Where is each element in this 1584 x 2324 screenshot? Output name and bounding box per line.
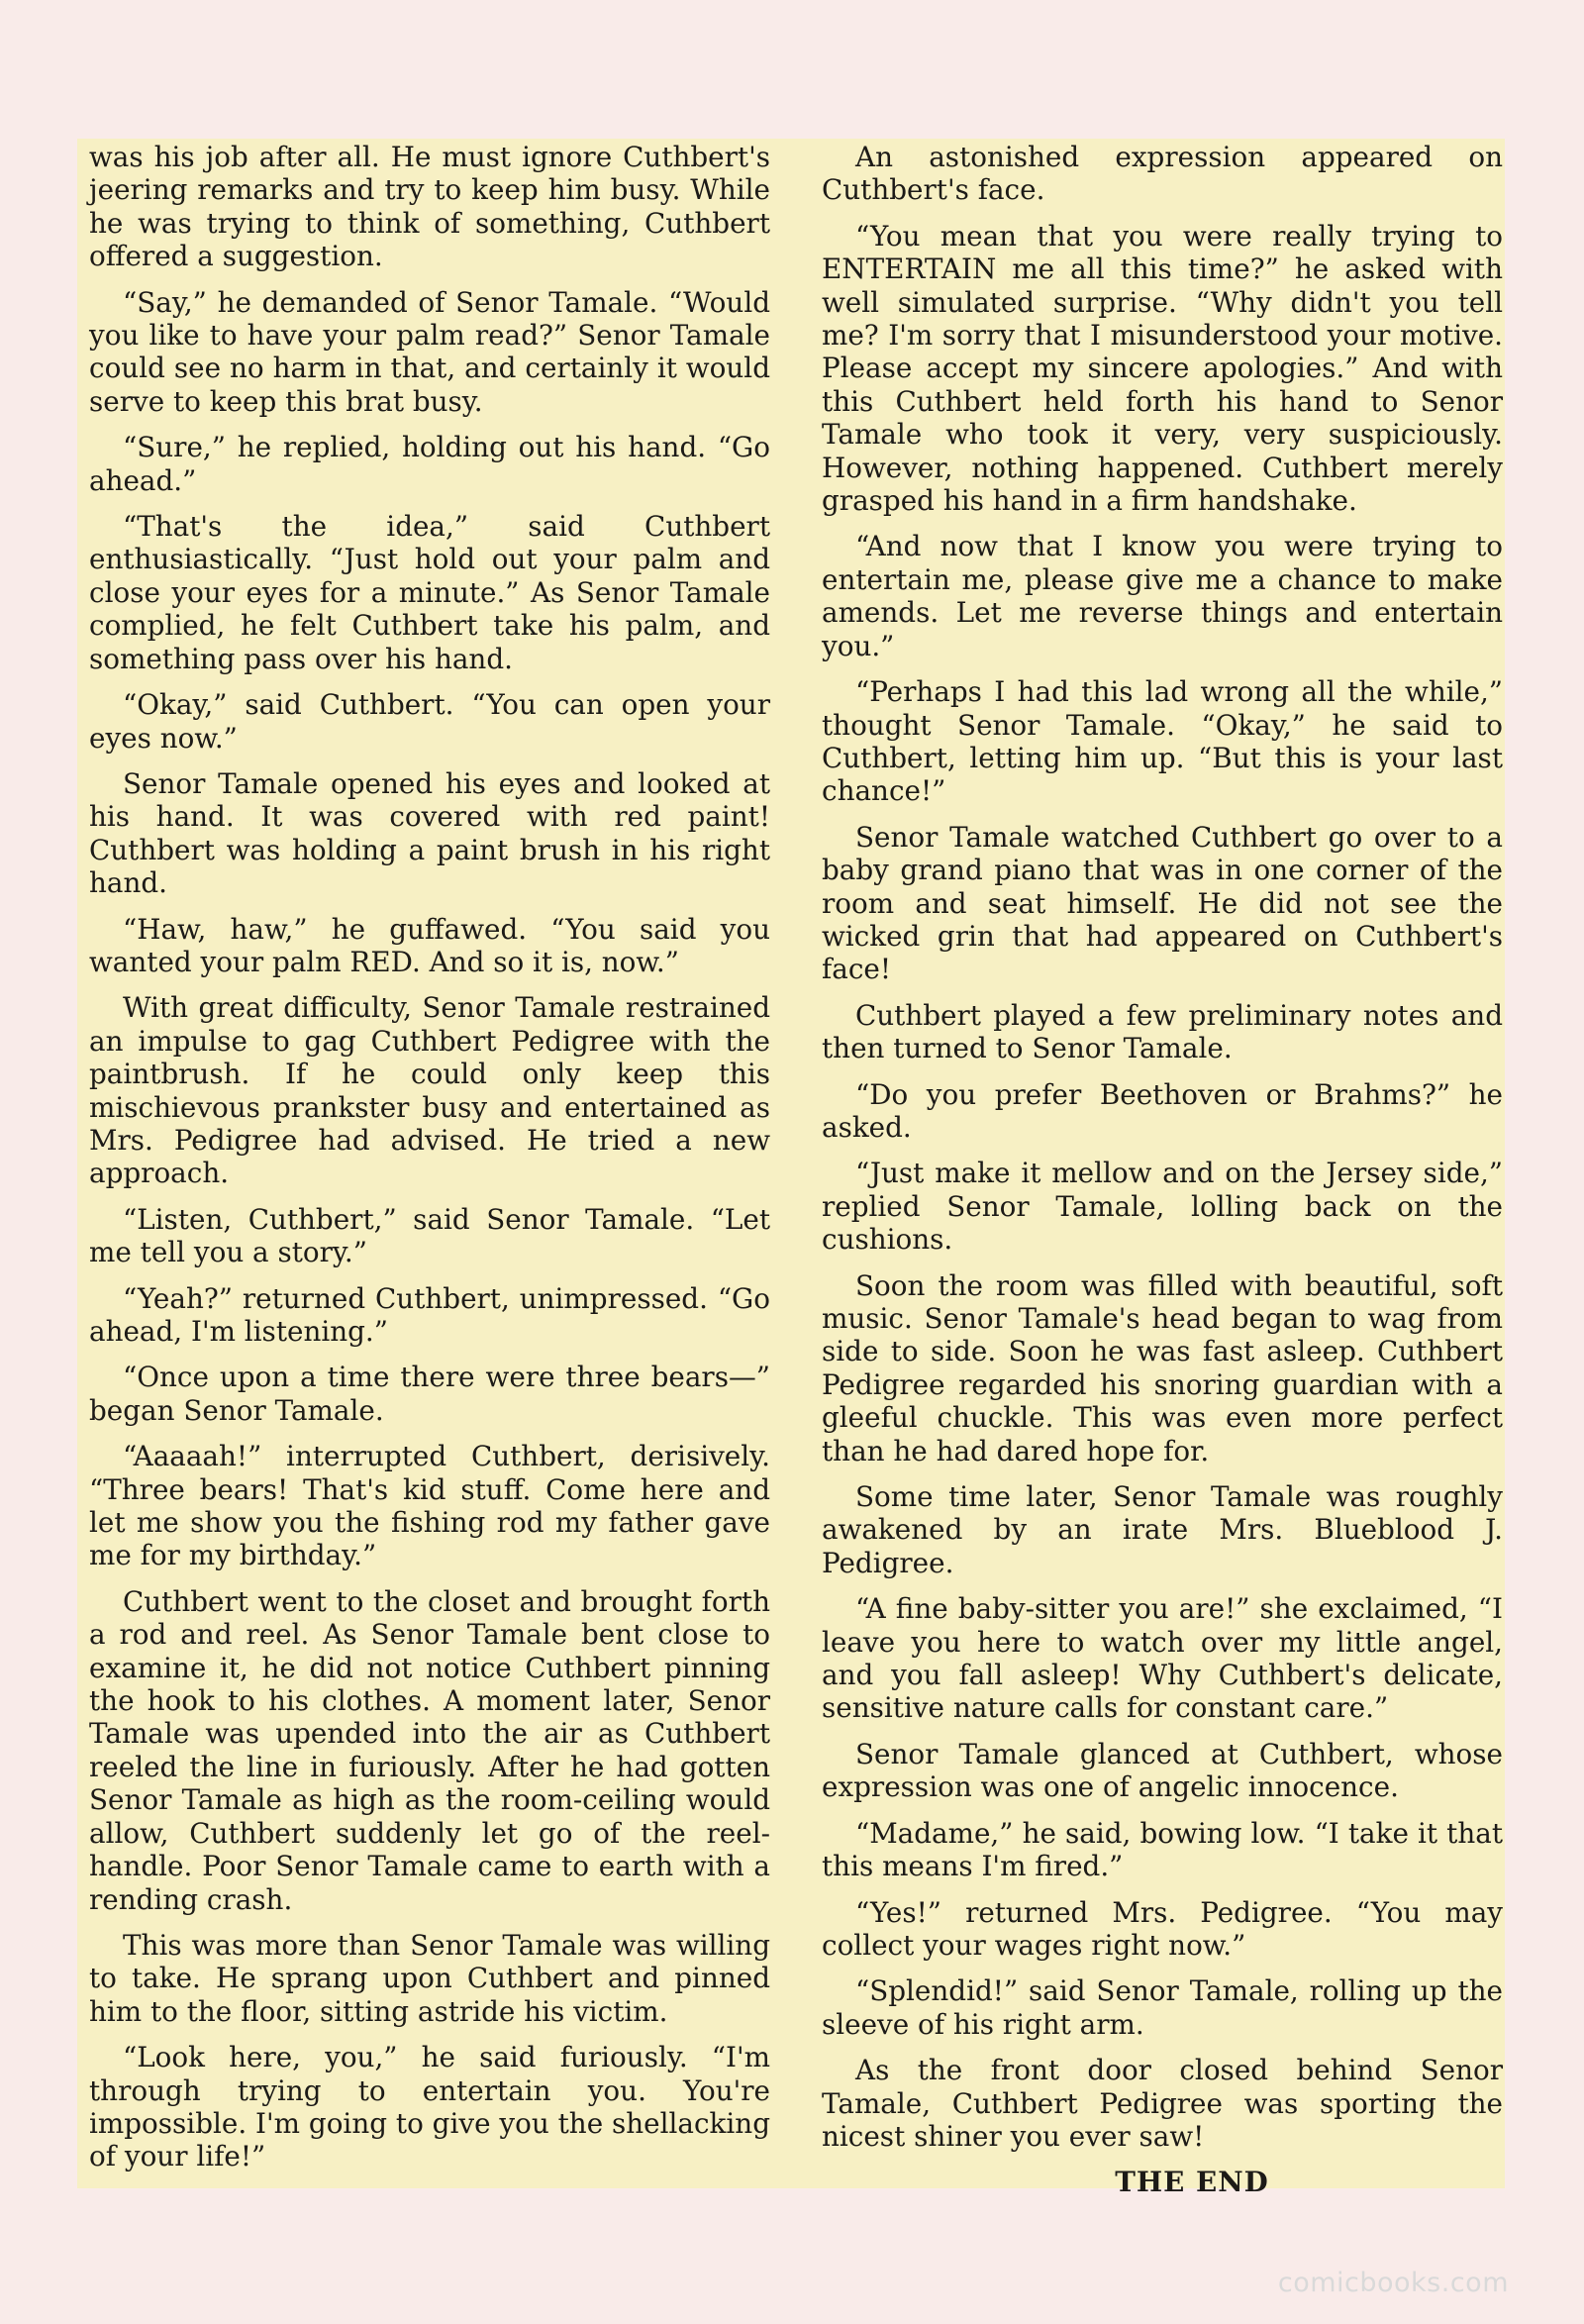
the-end-heading: THE END [1115, 2166, 1269, 2199]
paragraph: “A fine baby-sitter you are!” she exclaimed, “I leave you here to watch over my little angel, and you fall asleep! Why Cuthbert's delicate, sensitive nature calls for constant care.” [822, 1592, 1503, 1725]
paragraph: “Say,” he demanded of Senor Tamale. “Would you like to have your palm read?” Senor Tamale could see no harm in that, and certainly it would serve to keep this brat busy. [89, 285, 770, 418]
left-column [89, 141, 770, 2186]
paragraph: Soon the room was filled with beautiful, soft music. Senor Tamale's head began to wag from side to side. Soon he was fast asleep. Cuthbert Pedigree regarded his snoring guardian with a gleeful chuckle. This was even more perfect than he had dared hope for. [822, 1268, 1503, 1467]
paragraph: “That's the idea,” said Cuthbert enthusiastically. “Just hold out your palm and close your eyes for a minute.” As Senor Tamale complied, he felt Cuthbert take his palm, and something pass over his hand. [89, 510, 770, 675]
paragraph: “Madame,” he said, bowing low. “I take it that this means I'm fired.” [822, 1816, 1503, 1883]
paragraph: “Listen, Cuthbert,” said Senor Tamale. “Let me tell you a story.” [89, 1202, 770, 1269]
paragraph: “Haw, haw,” he guffawed. “You said you wanted your palm RED. And so it is, now.” [89, 912, 770, 978]
paragraph: Senor Tamale watched Cuthbert go over to a baby grand piano that was in one corner of the room and seat himself. He did not see the wicked grin that had appeared on Cuthbert's face! [822, 820, 1503, 986]
paragraph: “Perhaps I had this lad wrong all the while,” thought Senor Tamale. “Okay,” he said to Cuthbert, letting him up. “But this is your last chance!” [822, 675, 1503, 808]
paragraph: “Yes!” returned Mrs. Pedigree. “You may collect your wages right now.” [822, 1895, 1503, 1962]
paragraph: An astonished expression appeared on Cuthbert's face. [822, 141, 1503, 207]
paragraph: “Okay,” said Cuthbert. “You can open your eyes now.” [89, 688, 770, 755]
paragraph: “Just make it mellow and on the Jersey side,” replied Senor Tamale, lolling back on the cushions. [822, 1157, 1503, 1257]
paragraph: Some time later, Senor Tamale was roughly awakened by an irate Mrs. Blueblood J. Pedigree. [822, 1480, 1503, 1579]
paragraph: As the front door closed behind Senor Tamale, Cuthbert Pedigree was sporting the nicest shiner you ever saw! [822, 2054, 1503, 2153]
paragraph: was his job after all. He must ignore Cuthbert's jeering remarks and try to keep him busy. While he was trying to think of something, Cuthbert offered a suggestion. [89, 141, 770, 273]
paragraph: “Look here, you,” he said furiously. “I'm through trying to entertain you. You're impossible. I'm going to give you the shellacking of your life!” [89, 2041, 770, 2173]
paragraph: “You mean that you were really trying to ENTERTAIN me all this time?” he asked with well simulated surprise. “Why didn't you tell me? I'm sorry that I misunderstood your motive. Please accept my sincere apologies.” And with this Cuthbert held forth his hand to Senor Tamale who took it very, very suspiciously. However, nothing happened. Cuthbert merely grasped his hand in a firm handshake. [822, 219, 1503, 518]
paragraph: “Splendid!” said Senor Tamale, rolling up the sleeve of his right arm. [822, 1974, 1503, 2041]
paragraph: Cuthbert played a few preliminary notes and then turned to Senor Tamale. [822, 998, 1503, 1065]
paragraph: “Do you prefer Beethoven or Brahms?” he asked. [822, 1077, 1503, 1144]
paragraph: This was more than Senor Tamale was willing to take. He sprang upon Cuthbert and pinned him to the floor, sitting astride his victim. [89, 1928, 770, 2028]
watermark: comicbooks.com [1277, 2268, 1509, 2298]
paragraph: Senor Tamale opened his eyes and looked at his hand. It was covered with red paint! Cuthbert was holding a paint brush in his right hand. [89, 766, 770, 900]
paragraph: “Once upon a time there were three bears—” began Senor Tamale. [89, 1361, 770, 1427]
paragraph: Cuthbert went to the closet and brought forth a rod and reel. As Senor Tamale bent close to examine it, he did not notice Cuthbert pinning the hook to his clothes. A moment later, Senor Tamale was upended into the air as Cuthbert reeled the line in furiously. After he had gotten Senor Tamale as high as the room-ceiling would allow, Cuthbert suddenly let go of the reel-handle. Poor Senor Tamale came to earth with a rending crash. [89, 1584, 770, 1916]
paragraph: “And now that I know you were trying to entertain me, please give me a chance to make amends. Let me reverse things and entertain you.” [822, 530, 1503, 662]
paragraph: With great difficulty, Senor Tamale restrained an impulse to gag Cuthbert Pedigree with the paintbrush. If he could only keep this mischievous prankster busy and entertained as Mrs. Pedigree had advised. He tried a new approach. [89, 991, 770, 1190]
paragraph: “Aaaaah!” interrupted Cuthbert, derisively. “Three bears! That's kid stuff. Come here and let me show you the fishing rod my father gave me for my birthday.” [89, 1440, 770, 1572]
paragraph: “Yeah?” returned Cuthbert, unimpressed. “Go ahead, I'm listening.” [89, 1281, 770, 1348]
paragraph: “Sure,” he replied, holding out his hand. “Go ahead.” [89, 431, 770, 497]
paragraph: Senor Tamale glanced at Cuthbert, whose expression was one of angelic innocence. [822, 1737, 1503, 1804]
right-column [822, 141, 1503, 2212]
